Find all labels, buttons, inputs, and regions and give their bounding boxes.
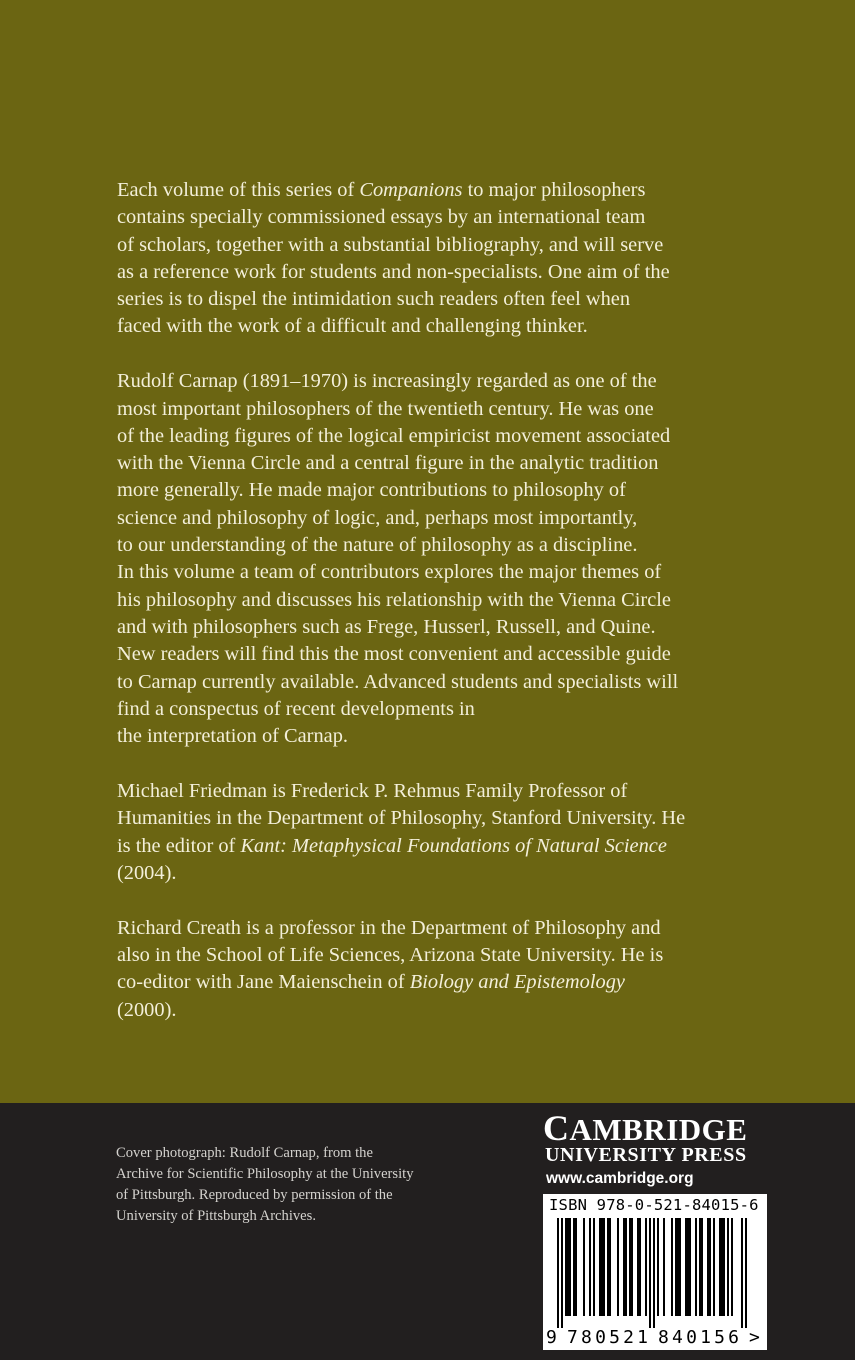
barcode-bar [721,1218,723,1316]
barcode-guard-bar [557,1218,559,1328]
barcode-bar [731,1218,733,1316]
text-line: to Carnap currently available. Advanced students and specialists will [117,670,679,693]
text-line: of the leading figures of the logical empiricist movement associated [117,424,671,447]
paragraph-carnap-description [117,368,817,750]
barcode-bar [569,1218,571,1316]
barcode-bar [623,1218,625,1316]
barcode-bar [663,1218,665,1316]
barcode-bars [543,1216,767,1328]
text-line: the interpretation of Carnap. [117,725,349,748]
text-line: co-editor with Jane Maienschein of Biology and Epistemology [117,971,625,994]
text-line: series is to dispel the intimidation such readers often feel when [117,288,631,311]
barcode-bar [599,1218,601,1316]
barcode-guard-bar [649,1218,651,1328]
credit-line: Cover photograph: Rudolf Carnap, from the [116,1145,373,1161]
credit-line: University of Pittsburgh Archives. [116,1208,316,1224]
barcode-bar [609,1218,611,1316]
publisher-logo-rest: AMBRIDGE [569,1112,748,1147]
barcode-guard-bar [561,1218,563,1328]
barcode-bar [645,1218,647,1316]
text-line: with the Vienna Circle and a central figure in the analytic tradition [117,452,659,475]
text-line: also in the School of Life Sciences, Arizona State University. He is [117,943,664,966]
barcode-bar [699,1218,701,1316]
text-line: Each volume of this series of Companions to major philosophers [117,179,646,201]
text-line: science and philosophy of logic, and, perhaps most importantly, [117,506,638,529]
barcode-bar [629,1218,631,1316]
barcode-bar [671,1218,673,1316]
barcode-bar [675,1218,677,1316]
text-line: find a conspectus of recent developments in [117,697,475,720]
text-line: most important philosophers of the twentieth century. He was one [117,397,654,420]
barcode-bar [713,1218,715,1316]
text-line: Michael Friedman is Frederick P. Rehmus Family Professor of [117,779,628,802]
barcode-bar [719,1218,721,1316]
ean-digits [543,1328,767,1350]
text-line: to our understanding of the nature of philosophy as a discipline. [117,534,638,557]
barcode-bar [687,1218,689,1316]
ean-right-group: 840156 [658,1327,743,1348]
publisher-logo-subtitle: UNIVERSITY PRESS [545,1144,747,1166]
publisher-logo-initial: C [543,1108,570,1148]
text-line: Humanities in the Department of Philosophy, Stanford University. He [117,807,686,830]
barcode-bar [617,1218,619,1316]
barcode-bar [695,1218,697,1316]
barcode-bar [601,1218,603,1316]
ean-quiet-mark: > [749,1327,760,1348]
barcode-bar [727,1218,729,1316]
text-line: as a reference work for students and non-specialists. One aim of the [117,260,670,283]
barcode-bar [701,1218,703,1316]
italic-title: Biology and Epistemology [409,971,625,994]
barcode-guard-bar [745,1218,747,1328]
barcode-bar [679,1218,681,1316]
barcode-guard-bar [653,1218,655,1328]
text-line: more generally. He made major contributions to philosophy of [117,479,626,502]
barcode-bar [589,1218,591,1316]
text-line: faced with the work of a difficult and challenging thinker. [117,315,588,338]
text-line: (2004). [117,861,177,884]
barcode-bar [575,1218,577,1316]
barcode-bar [677,1218,679,1316]
text-line: Rudolf Carnap (1891–1970) is increasingly regarded as one of the [117,370,657,393]
barcode-bar [707,1218,709,1316]
barcode-bar [625,1218,627,1316]
publisher-url: www.cambridge.org [546,1170,694,1187]
text-line: New readers will find this the most convenient and accessible guide [117,643,671,666]
text-line: of scholars, together with a substantial bibliography, and will serve [117,233,664,256]
barcode-bar [639,1218,641,1316]
barcode-bar [567,1218,569,1316]
paragraph-creath-bio [117,915,817,1024]
paragraph-friedman-bio [117,778,817,887]
ean-left-group: 780521 [567,1327,652,1348]
text-line: Richard Creath is a professor in the Department of Philosophy and [117,916,661,939]
text-line: is the editor of Kant: Metaphysical Foundations of Natural Science [117,834,667,857]
back-cover-lower-panel [0,1103,855,1360]
italic-title: Companions [359,179,463,201]
barcode-bar [593,1218,595,1316]
barcode-bar [657,1218,659,1316]
credit-line: of Pittsburgh. Reproduced by permission of the [116,1187,393,1203]
credit-line: Archive for Scientific Philosophy at the University [116,1166,414,1182]
barcode-bar [607,1218,609,1316]
barcode-bar [709,1218,711,1316]
text-line: contains specially commissioned essays by an international team [117,206,646,229]
barcode-bar [723,1218,725,1316]
italic-title: Kant: Metaphysical Foundations of Natural Science [240,834,667,857]
isbn-barcode [543,1194,767,1350]
barcode-bar [583,1218,585,1316]
barcode-bar [689,1218,691,1316]
paragraph-series-description [117,177,817,341]
isbn-label: ISBN 978-0-521-84015-6 [549,1196,759,1214]
text-line: his philosophy and discusses his relationship with the Vienna Circle [117,588,671,611]
barcode-guard-bar [741,1218,743,1328]
text-line: In this volume a team of contributors explores the major themes of [117,561,662,584]
text-line: and with philosophers such as Frege, Husserl, Russell, and Quine. [117,615,656,638]
text-line: (2000). [117,998,177,1021]
cover-photo-credit [116,1143,476,1227]
ean-first-digit: 9 [546,1327,557,1348]
barcode-bar [685,1218,687,1316]
blurb [117,177,817,1051]
barcode-bar [573,1218,575,1316]
barcode-bar [603,1218,605,1316]
barcode-bar [631,1218,633,1316]
barcode-bar [637,1218,639,1316]
barcode-bar [565,1218,567,1316]
